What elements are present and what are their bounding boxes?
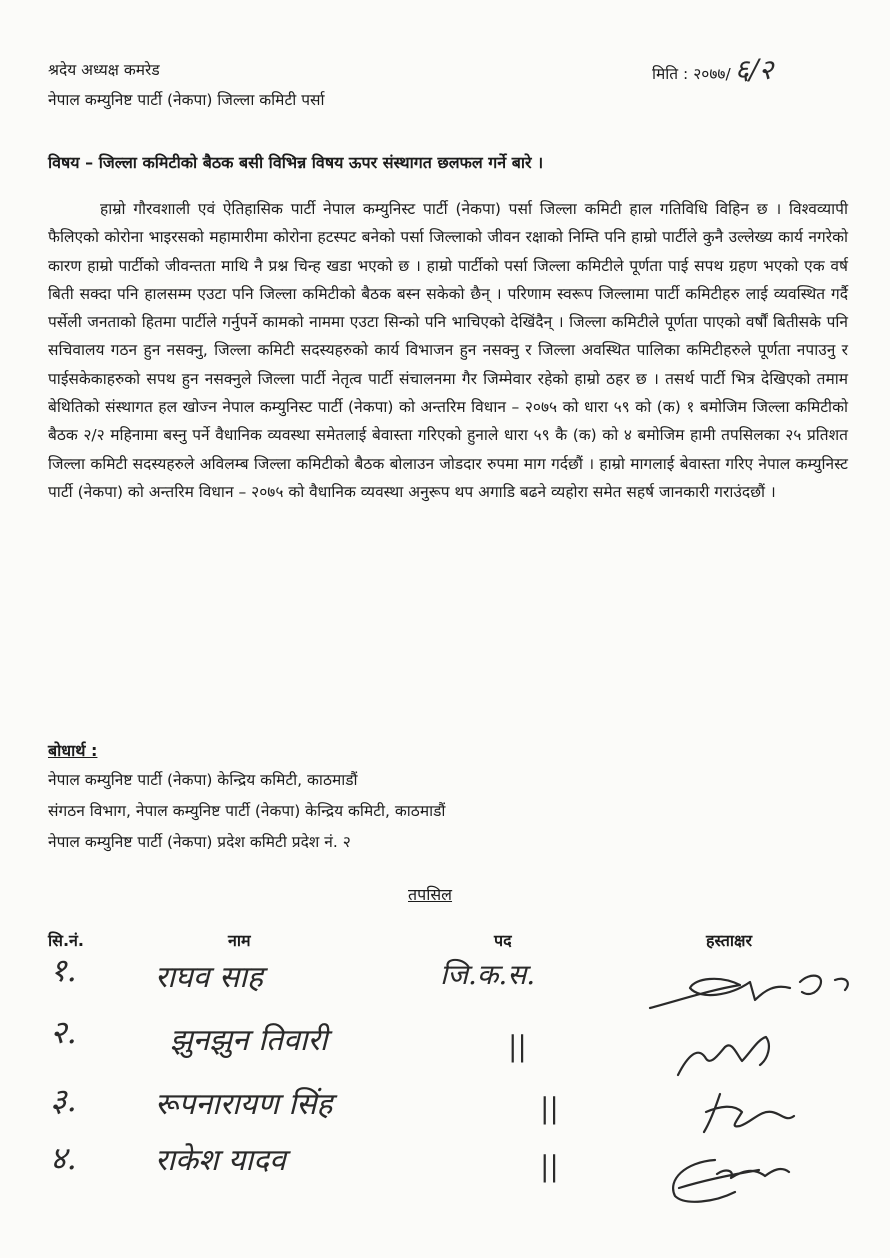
header-sn: सि.नं. [48, 931, 84, 950]
cc-item: संगठन विभाग, नेपाल कम्युनिष्ट पार्टी (नेकपा) केन्द्रिय कमिटी, काठमाडौं [48, 802, 446, 820]
date-handwritten: ६/२ [734, 53, 774, 86]
row-1-sn: १. [50, 951, 77, 989]
body-paragraph: हाम्रो गौरवशाली एवं ऐतिहासिक पार्टी नेपाल कम्युनिस्ट पार्टी (नेकपा) पर्सा जिल्ला कमिटी हाल गतिविधि विहिन छ । विश्वव्यापी फैलिएको कोरोना भाइरसको महामारीमा कोरोना हटस्पट बनेको पर्सा जिल्लाको जीवन रक्षाको निम्ति पनि हाम्रो पार्टीले कुनै उल्लेख्य कार्य नगरेको कारण हाम्रो पार्टीको जीवन्तता माथि नै प्रश्न चिन्ह खडा भएको छ । हाम्रो पार्टीको पर्सा जिल्ला कमिटीले पूर्णता पाई सपथ ग्रहण भएको एक वर्ष बिती सक्दा पनि हालसम्म एउटा पनि जिल्ला कमिटीको बैठक बस्न सकेको छैन् । परिणाम स्वरूप जिल्लामा पार्टी कमिटीहरु लाई व्यवस्थित गर्दै पर्सेली जनताको हितमा पार्टीले गर्नुपर्ने कामको नाममा एउटा सिन्को पनि भाचिएको देखिंदैन् । जिल्ला कमिटीले पूर्णता पाएको वर्षौं बितीसके पनि सचिवालय गठन हुन नसक्नु, जिल्ला कमिटी सदस्यहरुको कार्य विभाजन हुन नसक्नु र जिल्ला अवस्थित पालिका कमिटीहरुले पूर्णता नपाउनु र पाईसकेकाहरुको सपथ हुन नसक्नुले जिल्ला पार्टी नेतृत्व पार्टी संचालनमा गैर जिम्मेवार रहेको हाम्रो ठहर छ । तसर्थ पार्टी भित्र देखिएको तमाम बेथितिको संस्थागत हल खोज्न नेपाल कम्युनिस्ट पार्टी (नेकपा) को अन्तरिम विधान – २०७५ को धारा ५९ को (क) १ बमोजिम जिल्ला कमिटीको बैठक २/२ महिनामा बस्नु पर्ने वैधानिक व्यवस्था समेतलाई बेवास्ता गरिएको हुनाले धारा ५९ कै (क) को ४ बमोजिम हामी तपसिलका २५ प्रतिशत जिल्ला कमिटी सदस्यहरुले अविलम्ब जिल्ला कमिटीको बैठक बोलाउन जोडदार रुपमा माग गर्दछौं । हाम्रो मागलाई बेवास्ता गरिए नेपाल कम्युनिस्ट पार्टी (नेकपा) को अन्तरिम विधान – २०७५ को वैधानिक व्यवस्था अनुरूप थप अगाडि बढने व्यहोरा समेत सहर्ष जानकारी गराउंदछौं । [48, 200, 848, 501]
row-3-sn: ३. [50, 1081, 77, 1119]
addressee-line-1: श्रदेय अध्यक्ष कमरेड [48, 61, 160, 79]
row-2-name: झुनझुन तिवारी [170, 1023, 328, 1058]
table-title: तपसिल [408, 885, 453, 904]
date-block [652, 55, 773, 89]
row-3-signature [690, 1082, 810, 1142]
header-post: पद [494, 931, 512, 950]
cc-title: बोधार्थ : [48, 741, 98, 760]
row-4-name: राकेश यादव [155, 1143, 286, 1178]
row-4-signature [655, 1140, 805, 1210]
addressee-line-2: नेपाल कम्युनिष्ट पार्टी (नेकपा) जिल्ला कमिटी पर्सा [48, 91, 325, 109]
row-4-post: || [540, 1150, 559, 1183]
cc-item: नेपाल कम्युनिष्ट पार्टी (नेकपा) केन्द्रिय कमिटी, काठमाडौं [48, 771, 358, 789]
row-3-post: || [540, 1092, 559, 1125]
date-label: मिति : २०७७/ [652, 65, 731, 83]
row-2-post: || [508, 1030, 527, 1063]
row-2-sn: २. [50, 1013, 77, 1051]
subject-line: विषय – जिल्ला कमिटीको बैठक बसी विभिन्न विषय ऊपर संस्थागत छलफल गर्ने बारे । [48, 153, 544, 172]
header-signature: हस्ताक्षर [706, 931, 753, 950]
row-4-sn: ४. [50, 1139, 77, 1177]
addressee-block [48, 55, 325, 115]
row-2-signature [670, 1025, 790, 1085]
row-1-post: जि.क.स. [440, 958, 536, 991]
header-name: नाम [228, 931, 251, 950]
row-1-name: राघव साह [155, 960, 263, 995]
cc-item: नेपाल कम्युनिष्ट पार्टी (नेकपा) प्रदेश कमिटी प्रदेश नं. २ [48, 833, 351, 851]
cc-list [48, 765, 445, 858]
row-3-name: रूपनारायण सिंह [155, 1087, 333, 1122]
row-1-signature [640, 960, 860, 1020]
